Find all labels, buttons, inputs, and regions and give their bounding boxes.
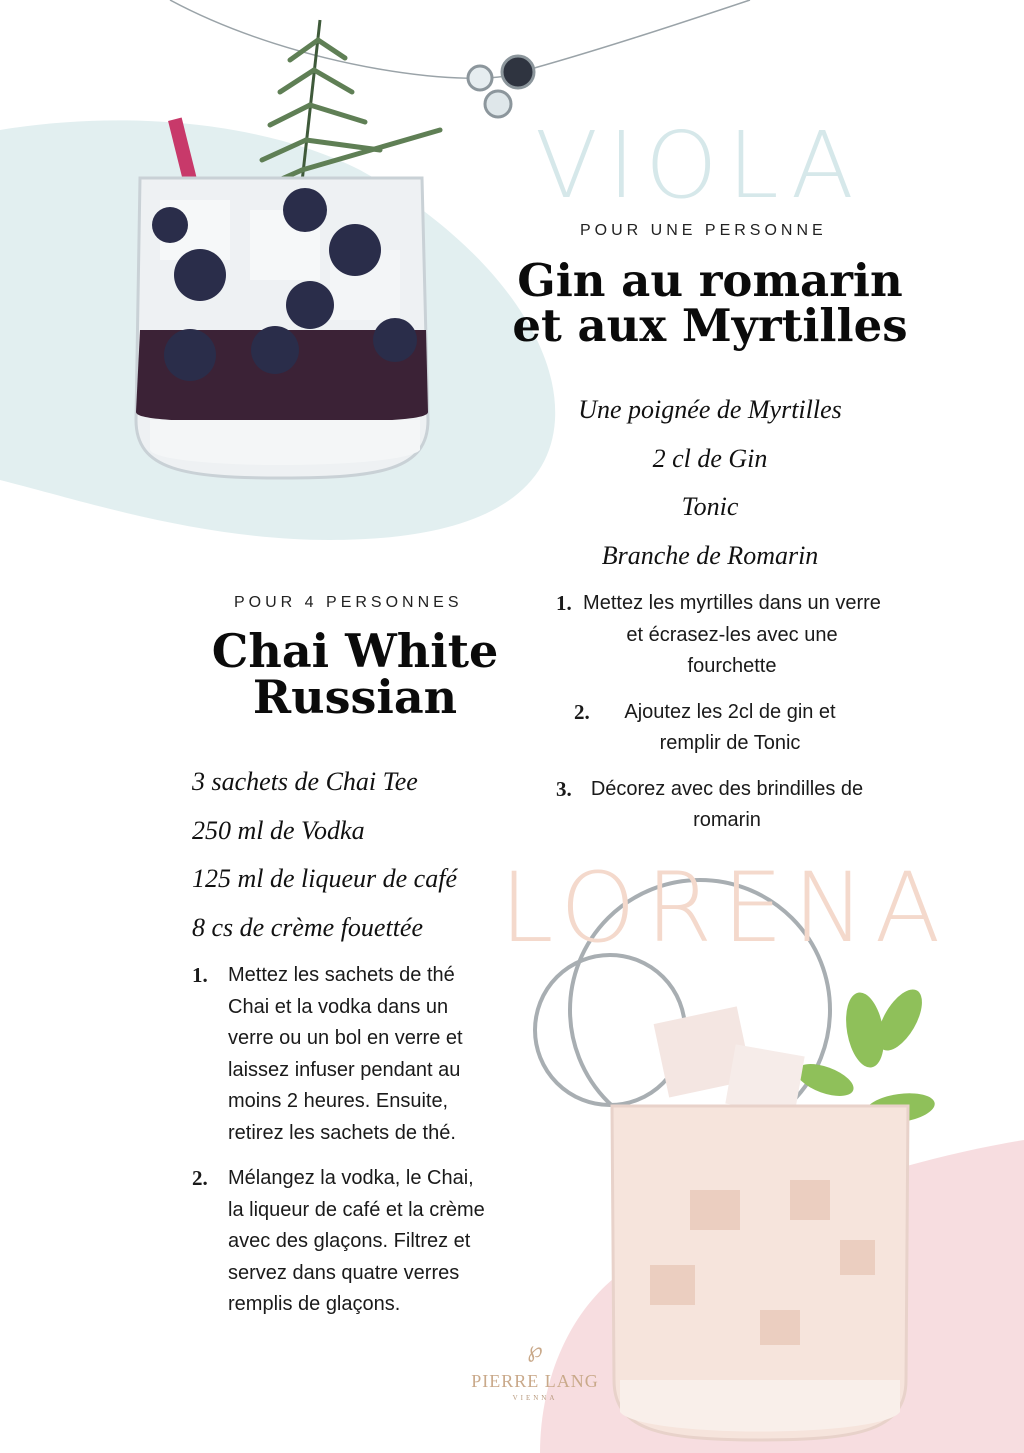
viola-recipe-title [500, 254, 920, 352]
viola-title-line-1: Gin au romarin [517, 254, 903, 307]
ingredient-item: 3 sachets de Chai Tee [192, 767, 418, 796]
pl-monogram-icon: ℘ [527, 1338, 543, 1363]
step-item [192, 960, 522, 1149]
step-item [192, 1163, 522, 1321]
lorena-serving-label: POUR 4 PERSONNES [234, 594, 463, 611]
ingredient-item: Une poignée de Myrtilles [578, 395, 842, 424]
pierre-lang-logo [450, 1338, 620, 1402]
lorena-glass-illustration [612, 983, 937, 1440]
ingredient-item: Tonic [681, 492, 739, 521]
step-number: 1. [556, 591, 572, 615]
lorena-brand-word: LORENA [500, 852, 951, 964]
lorena-step-list [192, 960, 522, 1335]
step-text: Mettez les myrtilles dans un verre et écrasez-les avec une fourchette [583, 592, 881, 677]
logo-city: VIENNA [512, 1394, 558, 1402]
step-item [552, 774, 882, 837]
step-text: Mélangez la vodka, le Chai, la liqueur de café et la crème avec des glaçons. Filtrez et servez dans quatre verres remplis de glaçons. [228, 1167, 485, 1315]
viola-glass-illustration [136, 20, 440, 478]
step-text: Ajoutez les 2cl de gin et remplir de Tonic [624, 700, 836, 754]
viola-ingredient-list [540, 392, 880, 586]
viola-step-list [552, 588, 882, 851]
ingredient-item: 8 cs de crème fouettée [192, 912, 424, 942]
viola-title-line-2: et aux Myrtilles [512, 299, 908, 352]
step-item [552, 697, 882, 760]
step-item [552, 588, 882, 683]
step-number: 2. [574, 699, 590, 724]
lorena-recipe-title [180, 624, 530, 724]
ingredient-item: Branche de Romarin [601, 540, 819, 570]
necklace-wire [170, 0, 750, 78]
logo-name: PIERRE LANG [471, 1371, 599, 1391]
lorena-ingredient-list [192, 764, 512, 958]
viola-serving-label: POUR UNE PERSONNE [580, 222, 827, 239]
ingredient-item: 250 ml de Vodka [192, 815, 365, 845]
viola-brand-word: VIOLA [535, 112, 864, 219]
step-number: 1. [192, 963, 208, 987]
step-text: Décorez avec des brindilles de romarin [590, 777, 864, 831]
step-text: Mettez les sachets de thé Chai et la vodka dans un verre ou un bol en verre et laissez infuser pendant au moins 2 heures. Ensuite, retirez les sachets de thé. [228, 964, 463, 1144]
ingredient-item: 125 ml de liqueur de café [192, 864, 457, 893]
lorena-title-line-1: Chai White [211, 624, 499, 678]
ingredient-item: 2 cl de Gin [652, 443, 768, 473]
lorena-title-line-2: Russian [252, 670, 458, 724]
step-number: 3. [556, 776, 572, 801]
step-number: 2. [192, 1166, 208, 1190]
pendant [468, 56, 534, 117]
